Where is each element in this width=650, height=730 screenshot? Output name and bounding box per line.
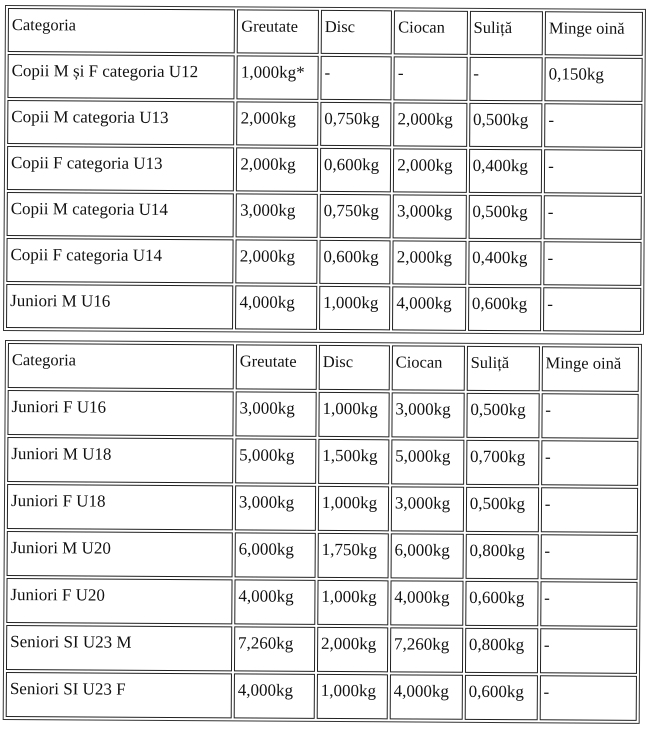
cell-sulita: 0,800kg xyxy=(465,534,538,579)
cell-minge-oina: - xyxy=(543,287,641,332)
header-sulita: Suliță xyxy=(469,11,543,55)
cell-greutate: 5,000kg xyxy=(235,438,316,483)
cell-ciocan: 2,000kg xyxy=(393,102,467,146)
cell-ciocan: 3,000kg xyxy=(391,392,464,437)
header-disc: Disc xyxy=(321,10,393,54)
table-row xyxy=(6,238,641,286)
cell-greutate: 6,000kg xyxy=(234,532,315,577)
cell-categoria: Juniori F U20 xyxy=(6,578,232,624)
cell-categoria: Copii F categoria U14 xyxy=(6,238,234,283)
table-row xyxy=(7,390,638,439)
cell-ciocan: 7,260kg xyxy=(390,627,463,672)
header-minge-oina: Minge oină xyxy=(545,11,643,56)
table-row xyxy=(6,284,641,332)
table-row xyxy=(7,146,642,194)
cell-sulita: 0,500kg xyxy=(469,103,543,147)
cell-sulita: 0,700kg xyxy=(466,440,539,485)
cell-ciocan: 4,000kg xyxy=(390,674,463,719)
header-ciocan: Ciocan xyxy=(394,10,468,54)
cell-disc: 1,000kg xyxy=(317,580,388,625)
cell-disc: 1,000kg xyxy=(319,286,391,330)
cell-greutate: 4,000kg xyxy=(234,579,315,624)
cell-greutate: 3,000kg xyxy=(235,485,316,530)
cell-minge-oina: - xyxy=(540,534,638,580)
cell-categoria: Copii F categoria U13 xyxy=(7,146,235,191)
cell-greutate: 4,000kg xyxy=(235,285,317,329)
cell-greutate: 4,000kg xyxy=(234,673,315,718)
table-row xyxy=(7,531,638,580)
cell-sulita: 0,400kg xyxy=(469,149,543,193)
header-ciocan: Ciocan xyxy=(392,345,465,390)
cell-minge-oina: - xyxy=(544,195,642,240)
cell-ciocan: 2,000kg xyxy=(393,240,467,284)
cell-minge-oina: - xyxy=(540,628,638,674)
cell-ciocan: 2,000kg xyxy=(393,148,467,192)
cell-disc: 1,000kg xyxy=(318,486,389,531)
cell-categoria: Juniori F U18 xyxy=(7,484,233,530)
header-greutate: Greutate xyxy=(237,9,319,53)
cell-disc: 0,600kg xyxy=(320,148,392,192)
cell-minge-oina: - xyxy=(544,149,642,194)
table-row xyxy=(7,484,638,533)
header-minge-oina: Minge oină xyxy=(541,346,639,392)
cell-disc: 1,750kg xyxy=(317,533,388,578)
cell-sulita: 0,500kg xyxy=(466,487,539,532)
cell-minge-oina: - xyxy=(544,103,642,148)
cell-disc: 0,600kg xyxy=(319,240,391,284)
cell-sulita: 0,400kg xyxy=(468,241,542,285)
cell-categoria: Juniori F U16 xyxy=(7,390,233,436)
cell-ciocan: 4,000kg xyxy=(392,286,466,330)
header-disc: Disc xyxy=(319,345,390,390)
cell-ciocan: 6,000kg xyxy=(390,533,463,578)
cell-disc: 2,000kg xyxy=(317,627,388,672)
cell-ciocan: 3,000kg xyxy=(391,486,464,531)
table-header-row xyxy=(8,8,643,56)
cell-minge-oina: - xyxy=(541,393,639,439)
table-row xyxy=(7,54,642,102)
cell-sulita: 0,600kg xyxy=(468,287,542,331)
table-header-row xyxy=(8,343,639,392)
cell-categoria: Juniori M U16 xyxy=(6,284,234,329)
cell-minge-oina: - xyxy=(541,440,639,486)
cell-disc: 1,000kg xyxy=(317,674,388,719)
header-categoria: Categoria xyxy=(8,343,234,389)
cell-categoria: Seniori SI U23 M xyxy=(6,625,232,671)
cell-disc: 1,000kg xyxy=(318,392,389,437)
cell-categoria: Copii M și F categoria U12 xyxy=(7,54,235,99)
header-sulita: Suliță xyxy=(466,346,539,391)
cell-greutate: 2,000kg xyxy=(236,147,318,191)
cell-disc: 1,500kg xyxy=(318,439,389,484)
cell-sulita: 0,500kg xyxy=(468,195,542,239)
header-categoria: Categoria xyxy=(8,8,236,53)
cell-minge-oina: 0,150kg xyxy=(545,57,643,102)
cell-categoria: Copii M categoria U14 xyxy=(7,192,235,237)
cell-ciocan: 3,000kg xyxy=(393,194,467,238)
cell-ciocan: 5,000kg xyxy=(391,439,464,484)
cell-greutate: 2,000kg xyxy=(236,239,318,283)
cell-categoria: Juniori M U20 xyxy=(7,531,233,577)
table-row xyxy=(7,100,642,148)
table-row xyxy=(7,192,642,240)
cell-greutate: 3,000kg xyxy=(236,193,318,237)
cell-disc: 0,750kg xyxy=(320,102,392,146)
table-row xyxy=(6,578,637,627)
cell-sulita: 0,600kg xyxy=(464,675,537,720)
cell-ciocan: 4,000kg xyxy=(390,580,463,625)
cell-sulita: 0,600kg xyxy=(465,581,538,626)
cell-minge-oina: - xyxy=(540,581,638,627)
cell-categoria: Juniori M U18 xyxy=(7,437,233,483)
cell-ciocan: - xyxy=(394,56,468,100)
weights-table-1 xyxy=(3,5,646,335)
cell-sulita: 0,500kg xyxy=(466,393,539,438)
cell-minge-oina: - xyxy=(543,241,641,286)
cell-greutate: 1,000kg* xyxy=(237,55,319,99)
weights-table-2 xyxy=(3,340,642,724)
cell-greutate: 3,000kg xyxy=(235,391,316,436)
cell-categoria: Seniori SI U23 F xyxy=(6,672,232,718)
cell-minge-oina: - xyxy=(539,675,637,721)
cell-disc: 0,750kg xyxy=(320,194,392,238)
table-row xyxy=(7,437,638,486)
cell-minge-oina: - xyxy=(541,487,639,533)
cell-greutate: 2,000kg xyxy=(237,101,319,145)
cell-disc: - xyxy=(320,56,392,100)
cell-categoria: Copii M categoria U13 xyxy=(7,100,235,145)
table-row xyxy=(6,672,637,721)
cell-greutate: 7,260kg xyxy=(234,626,315,671)
cell-sulita: - xyxy=(469,57,543,101)
cell-sulita: 0,800kg xyxy=(465,628,538,673)
header-greutate: Greutate xyxy=(236,344,317,389)
table-row xyxy=(6,625,637,674)
